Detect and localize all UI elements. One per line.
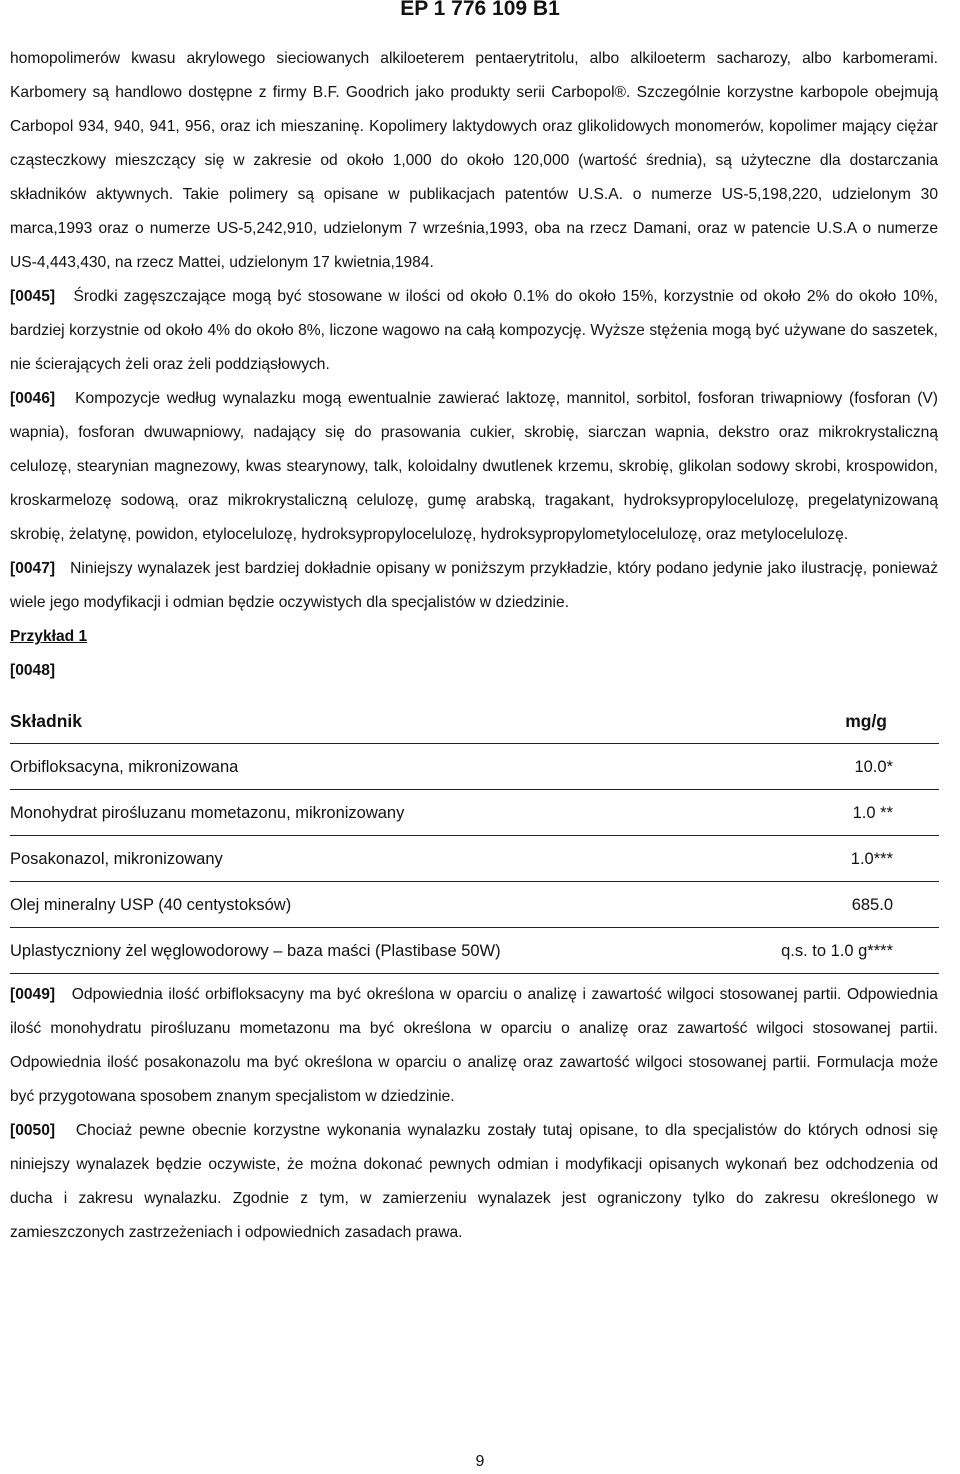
paragraph-text: Środki zagęszczające mogą być stosowane w ilości od około 0.1% do około 15%, korzystnie od około 2% do około 10%, bardziej korzystnie od około 4% do około 8%, liczone wagowo na całą kompozycję. Wyższe stężenia mogą być używane do saszetek, nie ścierających żeli oraz żeli poddziąsłowych.: [10, 288, 938, 373]
table-row: [10, 790, 939, 836]
page-header: [0, 0, 960, 24]
example-title: Przykład 1: [10, 628, 88, 645]
header-ingredient: Składnik: [10, 698, 770, 744]
ingredients-table: [10, 698, 939, 974]
ingredient-cell: Uplastyczniony żel węglowodorowy – baza maści (Plastibase 50W): [10, 928, 770, 974]
example-paragraph-number: [0048]: [10, 662, 56, 679]
paragraph-number: [0049]: [10, 986, 56, 1003]
table-row: [10, 836, 939, 882]
paragraph: [10, 1114, 938, 1250]
paragraph-text: Kompozycje według wynalazku mogą ewentualnie zawierać laktozę, mannitol, sorbitol, fosforan triwapniowy (fosforan (V) wapnia), fosforan dwuwapniowy, nadający się do prasowania cukier, skrobię, siarczan wapnia, dekstro oraz mikrokrystaliczną celulozę, stearynian magnezowy, kwas stearynowy, talk, koloidalny dwutlenek krzemu, skrobię, glikolan sodowy skrobi, krospowidon, kroskarmelozę sodową, oraz mikrokrystaliczną celulozę, gumę arabską, tragakant, hydroksypropylocelulozę, pregelatynizowaną skrobię, żelatynę, powidon, etylocelulozę, hydroksypropylocelulozę, hydroksypropylometylocelulozę, oraz metylocelulozę.: [10, 390, 939, 543]
document-id: EP 1 776 109 B1: [400, 0, 560, 20]
ingredient-cell: Olej mineralny USP (40 centystoksów): [10, 882, 770, 928]
paragraph-text: homopolimerów kwasu akrylowego sieciowanych alkiloeterem pentaerytritolu, albo alkiloeterm sacharozy, albo karbomerami. Karbomery są handlowo dostępne z firmy B.F. Goodrich jako produkty serii Carbopol®. Szczególnie korzystne karbopole obejmują Carbopol 934, 940, 941, 956, oraz ich mieszaninę. Kopolimery laktydowych oraz glikolidowych monomerów, kopolimer mający ciężar cząsteczkowy mieszczący się w zakresie od około 1,000 do około 120,000 (wartość średnia), są użyteczne dla dostarczania składników aktywnych. Takie polimery są opisane w publikacjach patentów U.S.A. o numerze US-5,198,220, udzielonym 30 marca,1993 oraz o numerze US-5,242,910, udzielonym 7 września,1993, oba na rzecz Damani, oraz w patencie U.S.A o numerze US-4,443,430, na rzecz Mattei, udzielonym 17 kwietnia,1984.: [10, 50, 938, 271]
document-body: [10, 42, 938, 1250]
paragraphs-top: [10, 42, 938, 620]
paragraph-number: [0050]: [10, 1122, 56, 1139]
amount-cell: 685.0: [770, 882, 939, 928]
table-row: [10, 882, 939, 928]
table-row: [10, 928, 939, 974]
paragraph-text: Chociaż pewne obecnie korzystne wykonania wynalazku zostały tutaj opisane, to dla specjalistów do których odnosi się niniejszy wynalazek będzie oczywiste, że można dokonać pewnych odmian i modyfikacji opisanych wykonań bez odchodzenia od ducha i zakresu wynalazku. Zgodnie z tym, w zamierzeniu wynalazek jest ograniczony tylko do zakresu określonego w zamieszczonych zastrzeżeniach i odpowiednich zasadach prawa.: [10, 1122, 938, 1241]
amount-cell: 10.0*: [770, 744, 939, 790]
paragraph-number: [0045]: [10, 288, 56, 305]
paragraph: [10, 280, 938, 382]
amount-cell: q.s. to 1.0 g****: [770, 928, 939, 974]
ingredient-cell: Posakonazol, mikronizowany: [10, 836, 770, 882]
ingredient-cell: Orbifloksacyna, mikronizowana: [10, 744, 770, 790]
ingredient-cell: Monohydrat pirośluzanu mometazonu, mikronizowany: [10, 790, 770, 836]
paragraphs-bottom: [10, 978, 938, 1250]
paragraph-text: Odpowiednia ilość orbifloksacyny ma być określona w oparciu o analizę i zawartość wilgoci stosowanej partii. Odpowiednia ilość monohydratu pirośluzanu mometazonu ma być określona w oparciu o analizę oraz zawartość wilgoci stosowanej partii. Odpowiednia ilość posakonazolu ma być określona w oparciu o analizę oraz zawartość wilgoci stosowanej partii. Formulacja może być przygotowana sposobem znanym specjalistom w dziedzinie.: [10, 986, 938, 1105]
paragraph: [10, 552, 938, 620]
table-header-row: [10, 698, 939, 744]
paragraph-text: Niniejszy wynalazek jest bardziej dokładnie opisany w poniższym przykładzie, który podano jedynie jako ilustrację, ponieważ wiele jego modyfikacji i odmian będzie oczywistych dla specjalistów w dziedzinie.: [10, 560, 938, 611]
amount-cell: 1.0 **: [770, 790, 939, 836]
page-number: 9: [475, 1453, 485, 1470]
table-row: [10, 744, 939, 790]
amount-cell: 1.0***: [770, 836, 939, 882]
table-body: [10, 744, 939, 974]
header-amount: mg/g: [770, 698, 939, 744]
paragraph: [10, 978, 938, 1114]
paragraph: [10, 42, 938, 280]
paragraph: [10, 382, 938, 552]
paragraph-number: [0046]: [10, 390, 56, 407]
paragraph-number: [0047]: [10, 560, 56, 577]
